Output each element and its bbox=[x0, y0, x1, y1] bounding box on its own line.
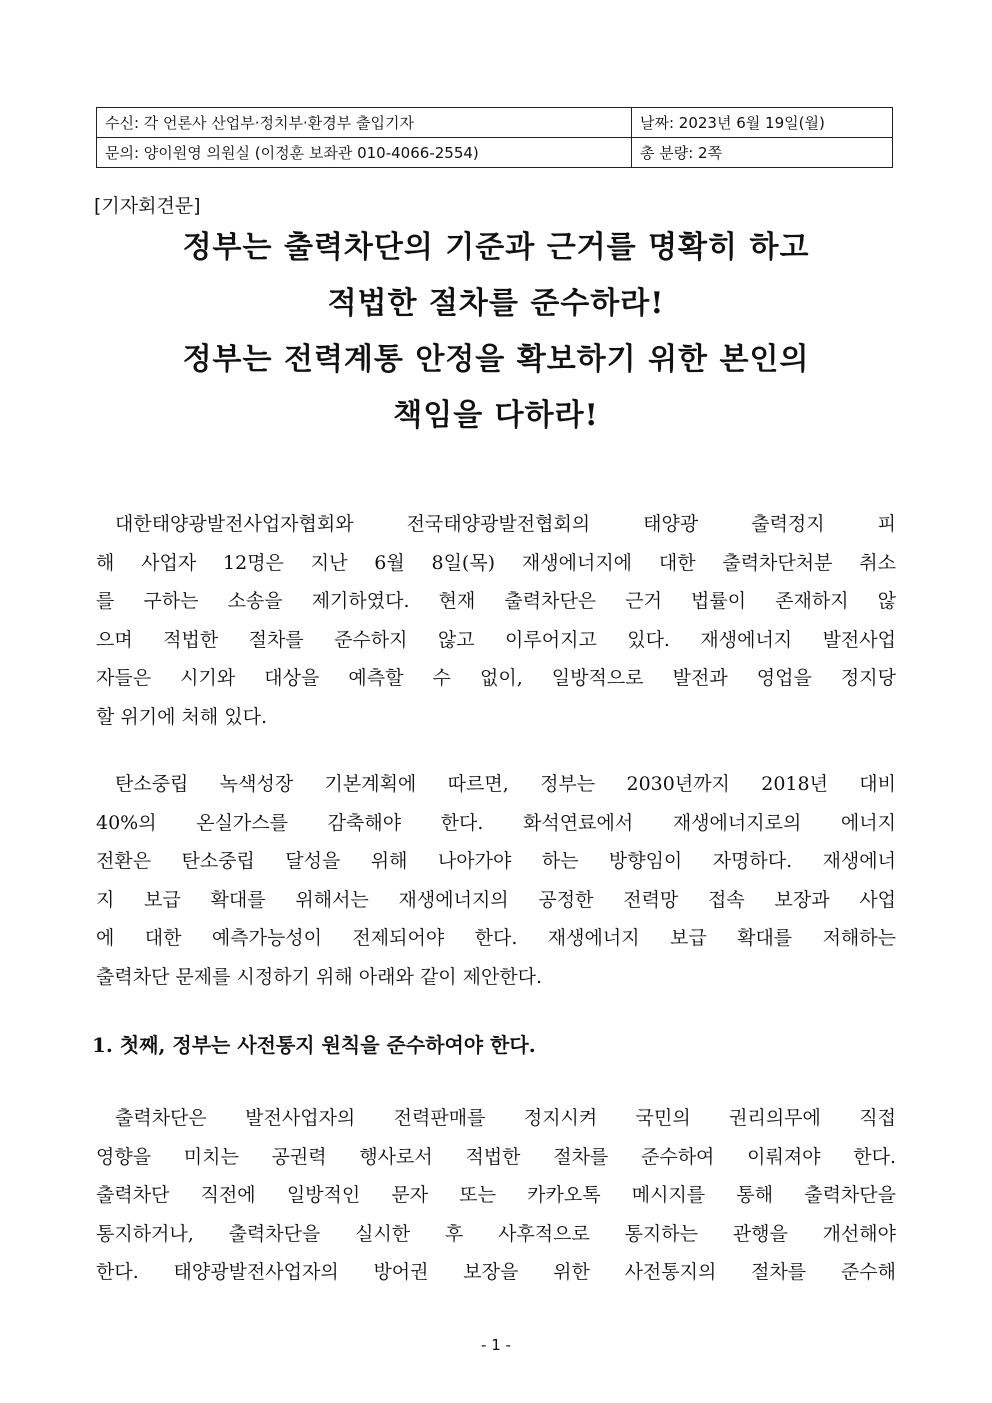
paragraph-line: 탄소중립 녹색성장 기본계획에 따르면, 정부는 2030년까지 2018년 대비 bbox=[115, 773, 896, 795]
paragraph-line: 출력차단 직전에 일방적인 문자 또는 카카오톡 메시지를 통해 출력차단을 bbox=[96, 1184, 896, 1206]
paragraph-2 bbox=[96, 765, 896, 996]
document-title bbox=[96, 220, 896, 444]
paragraph-line: 에 대한 예측가능성이 전제되어야 한다. 재생에너지 보급 확대를 저해하는 bbox=[96, 927, 896, 949]
paragraph-line: 40%의 온실가스를 감축해야 한다. 화석연료에서 재생에너지로의 에너지 bbox=[96, 811, 896, 834]
paragraph-line: 통지하거나, 출력차단을 실시한 후 사후적으로 통지하는 관행을 개선해야 bbox=[96, 1222, 896, 1245]
paragraph-line: 으며 적법한 절차를 준수하지 않고 이루어지고 있다. 재생에너지 발전사업 bbox=[96, 628, 896, 651]
paragraph-1 bbox=[96, 505, 896, 736]
section-1-heading: 1. 첫째, 정부는 사전통지 원칙을 준수하여야 한다. bbox=[92, 1033, 536, 1057]
paragraph-line: 자들은 시기와 대상을 예측할 수 없이, 일방적으로 발전과 영업을 정지당 bbox=[96, 667, 896, 689]
paragraph-line: 출력차단은 발전사업자의 전력판매를 정지시켜 국민의 권리의무에 직접 bbox=[115, 1107, 896, 1129]
document-type-label: [기자회견문] bbox=[94, 195, 201, 217]
page-number: - 1 - bbox=[481, 1336, 511, 1354]
paragraph-line: 지 보급 확대를 위해서는 재생에너지의 공정한 전력망 접속 보장과 사업 bbox=[96, 888, 896, 911]
header-row-contact bbox=[97, 138, 893, 168]
recipient-cell: 수신: 각 언론사 산업부·정치부·환경부 출입기자 bbox=[97, 108, 632, 138]
title-line: 정부는 전력계통 안정을 확보하기 위한 본인의 bbox=[182, 342, 810, 377]
paragraph-line: 대한태양광발전사업자협회와 전국태양광발전협회의 태양광 출력정지 피 bbox=[115, 513, 896, 535]
paragraph-3 bbox=[96, 1099, 896, 1292]
paragraph-line: 출력차단 문제를 시정하기 위해 아래와 같이 제안한다. bbox=[96, 965, 543, 988]
date-cell: 날짜: 2023년 6월 19일(월) bbox=[632, 108, 893, 138]
title-line: 적법한 절차를 준수하라! bbox=[327, 286, 665, 321]
header-row-recipient bbox=[97, 108, 893, 138]
paragraph-line: 를 구하는 소송을 제기하였다. 현재 출력차단은 근거 법률이 존재하지 않 bbox=[96, 590, 896, 612]
title-line: 정부는 출력차단의 기준과 근거를 명확히 하고 bbox=[182, 230, 810, 265]
contact-cell: 문의: 양이원영 의원실 (이정훈 보좌관 010-4066-2554) bbox=[97, 138, 632, 168]
paragraph-line: 전환은 탄소중립 달성을 위해 나아가야 하는 방향임이 자명하다. 재생에너 bbox=[96, 850, 896, 872]
title-line: 책임을 다하라! bbox=[393, 398, 599, 433]
paragraph-line: 할 위기에 처해 있다. bbox=[96, 705, 267, 728]
paragraph-line: 한다. 태양광발전사업자의 방어권 보장을 위한 사전통지의 절차를 준수해 bbox=[96, 1261, 896, 1283]
header-info-table bbox=[96, 107, 893, 168]
paragraph-line: 영향을 미치는 공권력 행사로서 적법한 절차를 준수하여 이뤄져야 한다. bbox=[96, 1145, 896, 1168]
pages-cell: 총 분량: 2쪽 bbox=[632, 138, 893, 168]
paragraph-line: 해 사업자 12명은 지난 6월 8일(목) 재생에너지에 대한 출력차단처분 취소 bbox=[96, 551, 896, 574]
